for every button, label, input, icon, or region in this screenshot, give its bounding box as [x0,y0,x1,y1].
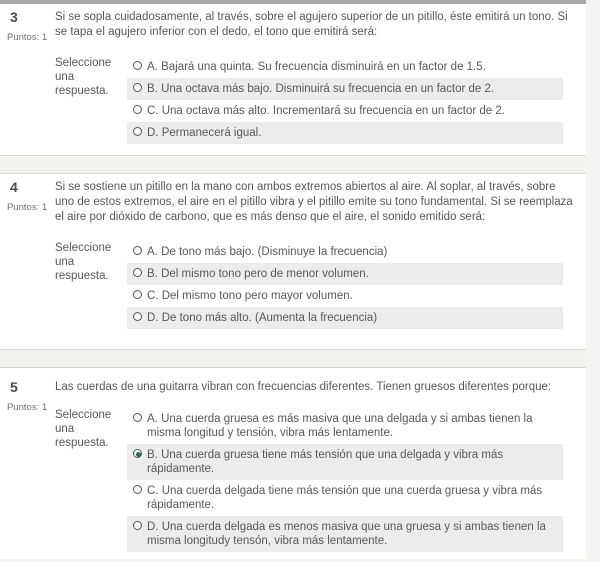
question-points: Puntos: 1 [7,32,48,43]
option-row-d[interactable] [127,516,563,552]
option-text [147,82,557,96]
option-text [147,267,557,281]
question-5-meta [0,380,55,413]
option-row-c[interactable] [127,285,563,307]
option-row-b[interactable] [127,78,563,100]
option-text [147,448,557,476]
select-answer-prompt: Seleccione una respuesta. [55,409,112,449]
question-points: Puntos: 1 [7,202,48,213]
option-letter: B. [147,268,158,280]
option-row-c[interactable] [127,480,563,516]
option-label: Una octava más bajo. Disminuirá su frecuencia en un factor de 2. [161,83,495,95]
option-text [147,126,557,140]
option-row-a[interactable] [127,56,563,78]
option-label: Una cuerda gruesa es más masiva que una delgada y si ambas tienen la misma longitud y tensión, vibra más lentamente. [147,413,533,439]
radio-button[interactable] [133,413,142,422]
question-number: 4 [10,179,18,195]
option-letter: A. [147,413,158,425]
radio-button[interactable] [133,246,142,255]
radio-button-selected[interactable] [133,449,142,458]
option-label: Permanecerá igual. [161,127,262,139]
option-label: Una cuerda delgada tiene más tensión que una cuerda gruesa y vibra más rápidamente. [147,485,543,511]
option-label: De tono más alto. (Aumenta la frecuencia) [161,312,378,324]
option-text [147,289,557,303]
option-letter: A. [147,246,158,258]
option-label: Una cuerda gruesa tiene más tensión que una delgada y vibra más rápidamente. [147,449,504,475]
radio-button[interactable] [133,290,142,299]
option-text [147,245,557,259]
select-answer-prompt: Seleccione una respuesta. [55,57,112,97]
question-separator [0,155,586,174]
question-text: Si se sostiene un pitillo en la mano con ambos extremos abiertos al aire. Al soplar, al través, sobre uno de estos extremos, el aire en el pitillo vibra y el pitillo emite su tono fundamental. Si se reemplaza el aire por dióxido de carbono, que es más denso que el aire, el sonido emitido será: [55,181,573,223]
option-letter: D. [147,521,159,533]
option-label: Una cuerda delgada es menos masiva que una gruesa y si ambas tienen la misma longitudy tensón, vibra más lentamente. [147,521,546,547]
option-text [147,104,557,118]
option-letter: C. [147,485,159,497]
options-list [127,408,563,552]
option-text [147,520,557,548]
options-list [127,241,563,329]
option-text [147,60,557,74]
option-row-c[interactable] [127,100,563,122]
option-label: Una octava más alto. Incrementará su frecuencia en un factor de 2. [161,105,505,117]
radio-button[interactable] [133,268,142,277]
radio-button[interactable] [133,61,142,70]
option-row-b[interactable] [127,263,563,285]
option-text [147,484,557,512]
option-row-b[interactable] [127,444,563,480]
question-text: Las cuerdas de una guitarra vibran con frecuencias diferentes. Tienen gruesos diferentes porque: [55,381,552,393]
option-text [147,311,557,325]
radio-button[interactable] [133,485,142,494]
option-label: Del mismo tono pero mayor volumen. [161,290,353,302]
option-row-a[interactable] [127,241,563,263]
option-row-d[interactable] [127,307,563,329]
question-points: Puntos: 1 [7,402,48,413]
option-letter: C. [147,290,159,302]
option-row-d[interactable] [127,122,563,144]
option-letter: B. [147,83,158,95]
question-3-meta [0,10,55,43]
option-text [147,412,557,440]
option-label: Del mismo tono pero de menor volumen. [161,268,369,280]
question-number: 3 [10,9,18,25]
option-row-a[interactable] [127,408,563,444]
select-answer-prompt: Seleccione una respuesta. [55,242,112,282]
options-list [127,56,563,144]
radio-button[interactable] [133,312,142,321]
radio-button[interactable] [133,83,142,92]
radio-button[interactable] [133,127,142,136]
option-label: De tono más bajo. (Disminuye la frecuencia) [161,246,388,258]
option-letter: C. [147,105,159,117]
question-4-meta [0,180,55,213]
radio-button[interactable] [133,521,142,530]
question-4 [0,174,586,349]
option-letter: A. [147,61,158,73]
option-letter: D. [147,127,159,139]
option-label: Bajará una quinta. Su frecuencia disminuirá en un factor de 1.5. [161,61,486,73]
option-letter: B. [147,449,158,461]
question-3 [0,4,586,155]
option-letter: D. [147,312,159,324]
radio-button[interactable] [133,105,142,114]
question-number: 5 [10,379,18,395]
question-separator [0,349,586,368]
question-text: Si se sopla cuidadosamente, al través, sobre el agujero superior de un pitillo, éste emitirá un tono. Si se tapa el agujero inferior con el dedo, el tono que emitirá será: [55,11,568,38]
question-5 [0,368,586,559]
